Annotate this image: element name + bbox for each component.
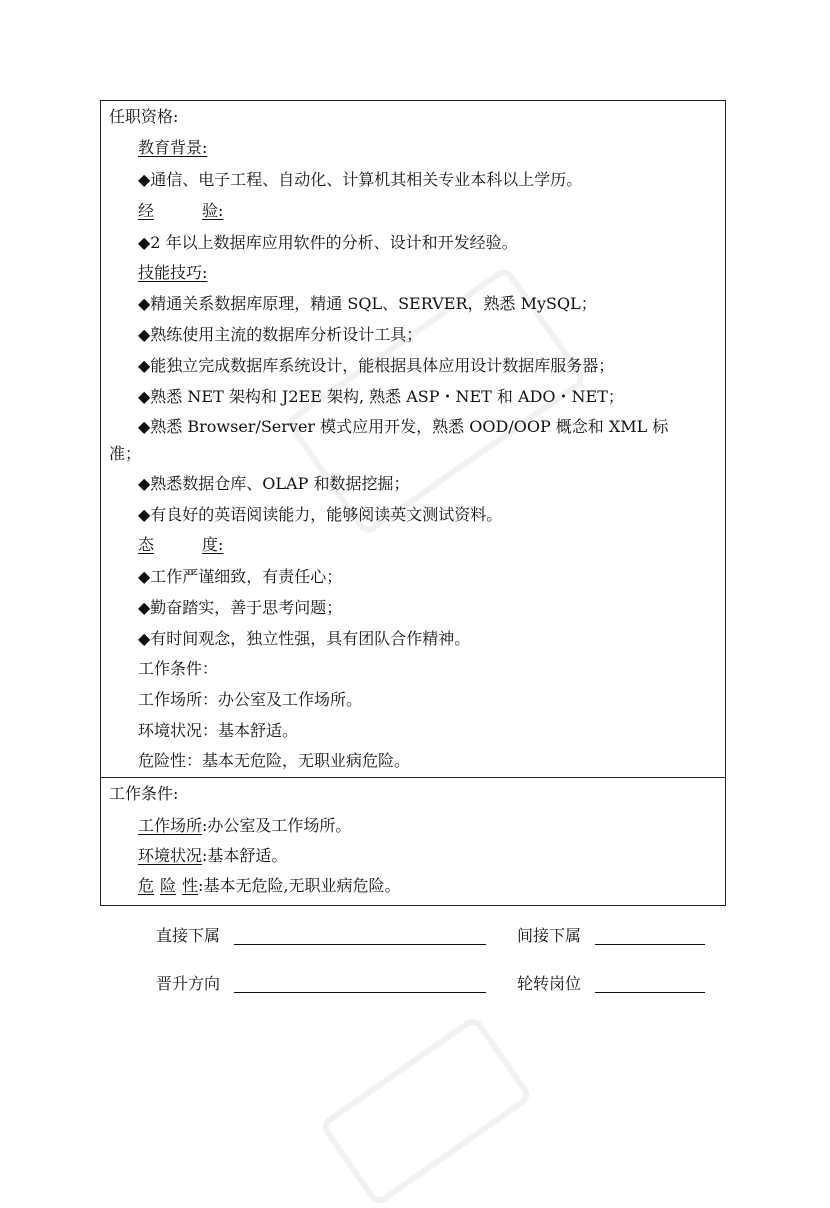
risk-value: :基本无危险,无职业病危险。	[198, 876, 401, 895]
work-place-label: 工作场所	[138, 816, 203, 835]
watermark-stamp-lower	[318, 1014, 534, 1208]
environment-label: 环境状况	[138, 846, 203, 865]
conditions-line: 危险性：基本无危险，无职业病危险。	[138, 751, 411, 770]
indirect-subordinate-label: 间接下属	[517, 926, 582, 945]
direct-subordinate-label: 直接下属	[156, 926, 221, 945]
attitude-item: ◆勤奋踏实，善于思考问题；	[138, 598, 343, 617]
skill-item: ◆熟悉 NET 架构和 J2EE 架构, 熟悉 ASP・NET 和 ADO・NET；	[138, 387, 624, 406]
education-text: ◆通信、电子工程、自动化、计算机其相关专业本科以上学历。	[138, 170, 583, 189]
qualifications-title: 任职资格:	[109, 107, 179, 126]
work-conditions-section	[101, 778, 725, 905]
skill-item: ◆能独立完成数据库系统设计，能根据具体应用设计数据库服务器；	[138, 356, 615, 375]
skills-heading	[138, 263, 717, 283]
experience-text: ◆2 年以上数据库应用软件的分析、设计和开发经验。	[138, 233, 518, 252]
conditions-line: 工作条件：	[138, 659, 219, 678]
skill-item: ◆熟悉 Browser/Server 模式应用开发，熟悉 OOD/OOP 概念和 XML 标	[138, 417, 669, 436]
promotion-label: 晋升方向	[156, 974, 221, 993]
skill-item: ◆熟悉数据仓库、OLAP 和数据挖掘；	[138, 474, 410, 493]
attitude-item: ◆有时间观念，独立性强，具有团队合作精神。	[138, 629, 471, 648]
conditions-line: 工作场所：办公室及工作场所。	[138, 690, 363, 709]
skill-item: ◆精通关系数据库原理，精通 SQL、SERVER，熟悉 MySQL；	[138, 294, 597, 313]
indirect-subordinate-blank[interactable]	[595, 924, 705, 945]
attitude-heading	[138, 535, 717, 555]
skills-heading-text: 技能技巧:	[138, 263, 208, 282]
experience-heading-text: 经 验:	[138, 201, 224, 220]
promotion-blank[interactable]	[234, 972, 486, 993]
risk-line	[138, 876, 717, 896]
skill-item: ◆熟练使用主流的数据库分析设计工具；	[138, 325, 423, 344]
education-heading-text: 教育背景:	[138, 138, 208, 157]
footer-row-subordinates	[0, 924, 830, 948]
skill-item-wrap: 准；	[109, 444, 142, 463]
work-conditions-title: 工作条件:	[109, 784, 179, 803]
attitude-heading-text: 态 度:	[138, 535, 224, 554]
environment-line	[138, 846, 717, 866]
rotation-label: 轮转岗位	[517, 974, 582, 993]
direct-subordinate-blank[interactable]	[234, 924, 486, 945]
work-place-line	[138, 816, 717, 836]
conditions-line: 环境状况：基本舒适。	[138, 721, 299, 740]
work-place-value: :办公室及工作场所。	[202, 816, 352, 835]
qualification-table	[100, 100, 726, 906]
qualifications-section	[101, 101, 725, 778]
attitude-item: ◆工作严谨细致，有责任心；	[138, 567, 343, 586]
environment-value: :基本舒适。	[202, 846, 288, 865]
rotation-blank[interactable]	[595, 972, 705, 993]
experience-heading	[138, 201, 717, 221]
skill-item: ◆有良好的英语阅读能力，能够阅读英文测试资料。	[138, 505, 503, 524]
footer-row-career	[0, 972, 830, 996]
risk-label: 危 险 性	[138, 876, 199, 895]
education-heading	[138, 138, 717, 158]
